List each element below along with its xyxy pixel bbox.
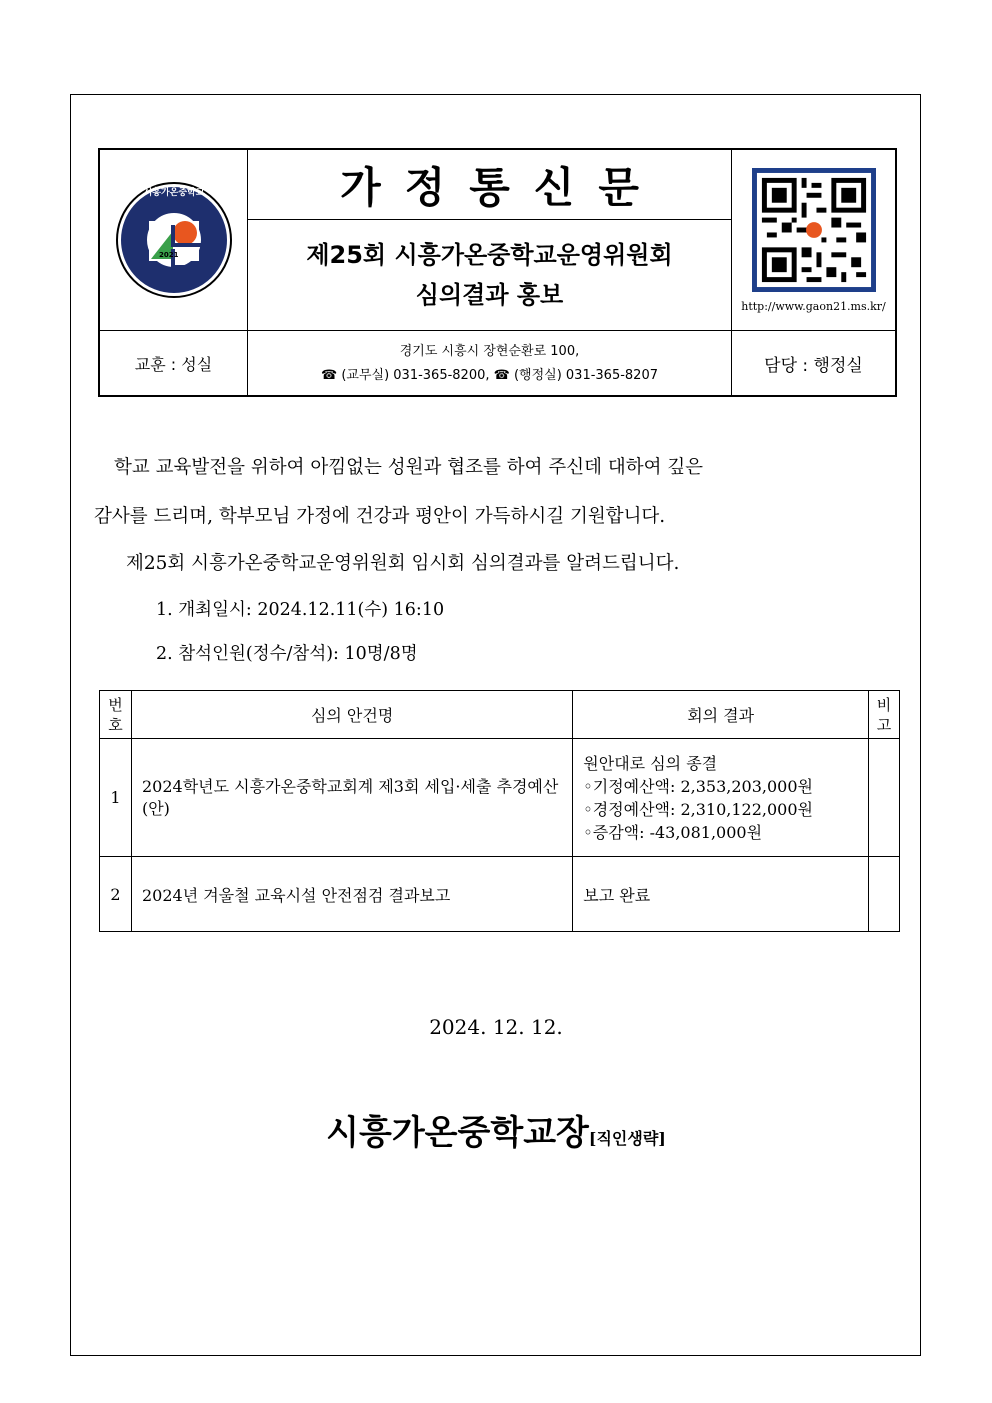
address-line2: ☎ (교무실) 031-365-8200, ☎ (행정실) 031-365-8207 [321,367,658,383]
table-header-row [100,691,900,739]
subtitle-line1: 제25회 시흥가온중학교운영위원회 [306,241,673,269]
row-agenda: 2024년 겨울철 교육시설 안전점검 결과보고 [131,857,572,932]
results-table [99,690,900,932]
header-agenda: 심의 안건명 [131,691,572,739]
row-note [869,739,900,857]
subtitle-cell [248,220,732,330]
para1-line2: 감사를 드리며, 학부모님 가정에 건강과 평안이 가득하시길 기원합니다. [94,506,666,527]
document-title: 가정통신문 [340,162,663,212]
logo-year: 2021 [158,251,178,259]
result-line: ◦경정예산액: 2,310,122,000원 [583,799,814,819]
title-cell [248,150,732,220]
signature-block [0,1105,992,1154]
header-result: 회의 결과 [573,691,869,739]
school-motto: 교훈 : 성실 [100,331,248,396]
school-logo [115,181,233,299]
address-line1: 경기도 시흥시 장현순환로 100, [399,343,580,359]
header-note: 비고 [869,691,900,739]
address-block [248,331,732,396]
letterhead [98,148,897,397]
row-result [573,739,869,857]
row-no: 2 [100,857,132,932]
subtitle-line2: 심의결과 홍보 [415,281,564,309]
row-no: 1 [100,739,132,857]
seal-note: [직인생략] [588,1129,666,1148]
result-line: ◦기정예산액: 2,353,203,000원 [583,776,814,796]
row-agenda: 2024학년도 시흥가온중학교회계 제3회 세입·세출 추경예산(안) [131,739,572,857]
item-attendance: 2. 참석인원(정수/참석): 10명/8명 [156,644,418,664]
table-row [100,739,900,857]
table-row [100,857,900,932]
signer-name: 시흥가온중학교장 [326,1113,589,1153]
result-line: 원안대로 심의 종결 [583,753,718,773]
row-note [869,857,900,932]
issue-date: 2024. 12. 12. [429,1015,563,1039]
para2: 제25회 시흥가온중학교운영위원회 임시회 심의결과를 알려드립니다. [126,553,680,574]
school-logo-cell [100,150,248,330]
contact-dept: 담당 : 행정실 [764,356,863,376]
header-no: 번호 [100,691,132,739]
qr-code-icon [752,168,876,292]
info-row [100,330,895,395]
result-line: ◦증감액: -43,081,000원 [583,822,763,842]
row-result [573,857,869,932]
para1-line1: 학교 교육발전을 위하여 아낌없는 성원과 협조를 하여 주신데 대하여 깊은 [114,457,704,478]
result-line: 보고 완료 [583,885,651,905]
logo-ring-text: 시흥가온중학교 [143,188,204,198]
qr-cell [732,150,895,330]
item-date: 1. 개최일시: 2024.12.11(수) 16:10 [156,600,445,620]
school-url[interactable]: http://www.gaon21.ms.kr/ [741,300,886,313]
